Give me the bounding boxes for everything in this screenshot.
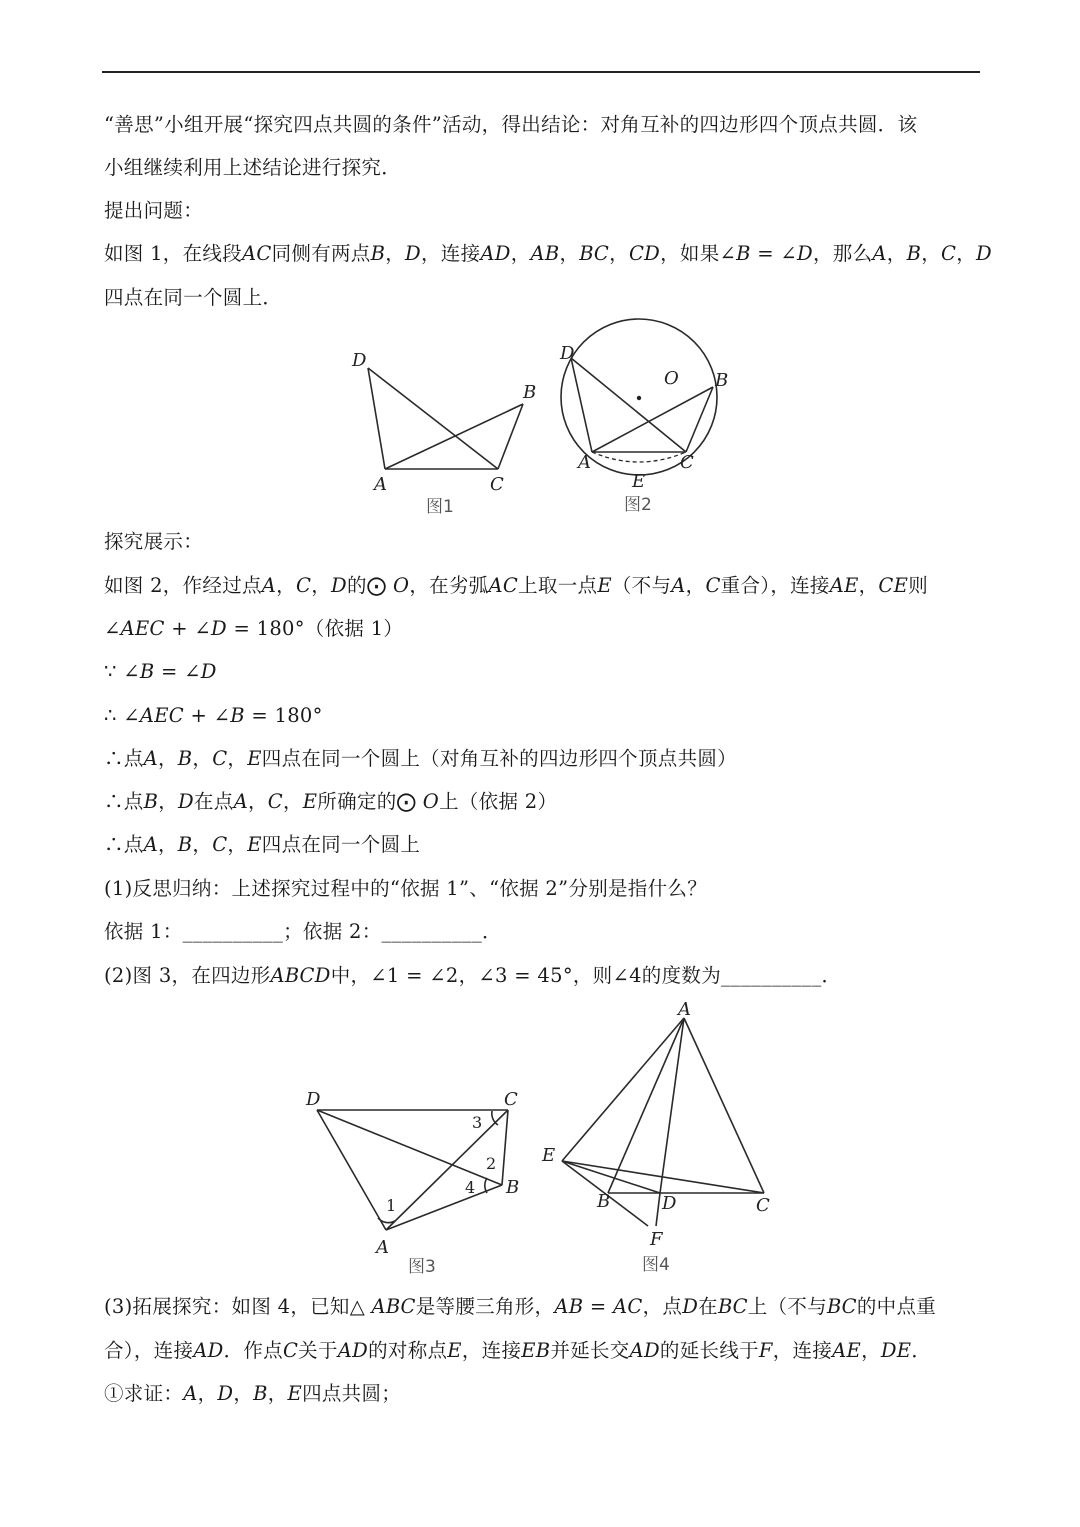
text-line-19: ①求证：𝐴，𝐷，𝐵，𝐸四点共圆； bbox=[104, 1382, 402, 1405]
fig3-label-b: B bbox=[506, 1177, 520, 1198]
text-line-2: 小组继续利用上述结论进行探究． bbox=[104, 156, 402, 179]
fig4-label-e: E bbox=[542, 1145, 556, 1166]
fig3-caption: 图3 bbox=[408, 1257, 436, 1277]
text-line-5: 四点在同一个圆上． bbox=[104, 286, 283, 309]
figure-4 bbox=[541, 999, 770, 1275]
fig1-label-b: B bbox=[523, 382, 537, 403]
fig3-angle-2: 2 bbox=[486, 1154, 497, 1173]
fig2-label-d: D bbox=[560, 343, 575, 364]
fig4-label-f: F bbox=[650, 1229, 663, 1250]
fig1-label-c: C bbox=[490, 474, 504, 495]
fig4-label-b: B bbox=[597, 1191, 611, 1212]
text-line-16: (2)图 3，在四边形𝐴𝐵𝐶𝐷中，∠1 = ∠2，∠3 = 45°，则∠4的度数为__________． bbox=[104, 964, 842, 987]
fig4-label-d: D bbox=[662, 1193, 677, 1214]
text-line-8: ∠𝐴𝐸𝐶 + ∠𝐷 = 180°（依据 1） bbox=[104, 617, 404, 640]
fig4-caption: 图4 bbox=[642, 1255, 670, 1275]
text-line-17: (3)拓展探究：如图 4，已知△ 𝐴𝐵𝐶是等腰三角形，𝐴𝐵 = 𝐴𝐶，点𝐷在𝐵𝐶上（不与𝐵𝐶的中点重 bbox=[104, 1295, 937, 1318]
text-line-6: 探究展示： bbox=[104, 530, 204, 553]
text-line-15: 依据 1：__________；依据 2：__________． bbox=[104, 920, 502, 943]
text-line-18: 合），连接𝐴𝐷．作点𝐶关于𝐴𝐷的对称点𝐸，连接𝐸𝐵并延长交𝐴𝐷的延长线于𝐹，连接𝐴𝐸，𝐷𝐸． bbox=[104, 1339, 932, 1362]
figure-2 bbox=[559, 319, 728, 515]
fig1-caption: 图1 bbox=[426, 497, 454, 517]
figure-1-2 bbox=[330, 312, 750, 522]
fig1-label-d: D bbox=[352, 350, 367, 371]
header-rule bbox=[102, 71, 980, 73]
fig3-angle-1: 1 bbox=[386, 1196, 397, 1215]
text-line-13: ∴点𝐴，𝐵，𝐶，𝐸四点在同一个圆上 bbox=[104, 833, 421, 856]
fig2-label-o: O bbox=[664, 368, 679, 389]
fig3-angle-3: 3 bbox=[472, 1113, 483, 1132]
fig2-caption: 图2 bbox=[624, 495, 652, 515]
fig2-label-a: A bbox=[578, 452, 591, 473]
fig3-label-d: D bbox=[306, 1089, 321, 1110]
fig4-label-a: A bbox=[678, 999, 691, 1020]
fig3-label-a: A bbox=[376, 1237, 389, 1258]
figure-3 bbox=[305, 1089, 519, 1277]
fig1-label-a: A bbox=[374, 474, 387, 495]
text-line-12: ∴点𝐵，𝐷在点𝐴，𝐶，𝐸所确定的⨀ 𝑂上（依据 2） bbox=[104, 790, 558, 813]
text-line-4: 如图 1，在线段𝐴𝐶同侧有两点𝐵，𝐷，连接𝐴𝐷，𝐴𝐵，𝐵𝐶，𝐶𝐷，如果∠𝐵 = ∠𝐷，那么𝐴，𝐵，𝐶，𝐷 bbox=[104, 242, 992, 265]
text-line-1: “善思”小组开展“探究四点共圆的条件”活动，得出结论：对角互补的四边形四个顶点共圆．该 bbox=[104, 113, 918, 136]
text-line-14: (1)反思归纳：上述探究过程中的“依据 1”、“依据 2”分别是指什么？ bbox=[104, 877, 708, 900]
fig2-label-e: E bbox=[632, 471, 646, 492]
fig3-label-c: C bbox=[504, 1089, 518, 1110]
fig2-label-b: B bbox=[715, 370, 729, 391]
figure-1 bbox=[351, 350, 536, 517]
text-line-10: ∴ ∠𝐴𝐸𝐶 + ∠𝐵 = 180° bbox=[104, 704, 323, 727]
text-line-3: 提出问题： bbox=[104, 199, 204, 222]
text-line-7: 如图 2，作经过点𝐴，𝐶，𝐷的⨀ 𝑂，在劣弧𝐴𝐶上取一点𝐸（不与𝐴，𝐶重合），连接𝐴𝐸，𝐶𝐸则 bbox=[104, 574, 928, 597]
figure-3-4 bbox=[290, 995, 800, 1280]
fig4-label-c: C bbox=[756, 1195, 770, 1216]
text-line-9: ∵ ∠𝐵 = ∠𝐷 bbox=[104, 660, 217, 683]
text-line-11: ∴点𝐴，𝐵，𝐶，𝐸四点在同一个圆上（对角互补的四边形四个顶点共圆） bbox=[104, 747, 737, 770]
fig3-angle-4: 4 bbox=[465, 1178, 476, 1197]
fig2-label-c: C bbox=[680, 452, 694, 473]
